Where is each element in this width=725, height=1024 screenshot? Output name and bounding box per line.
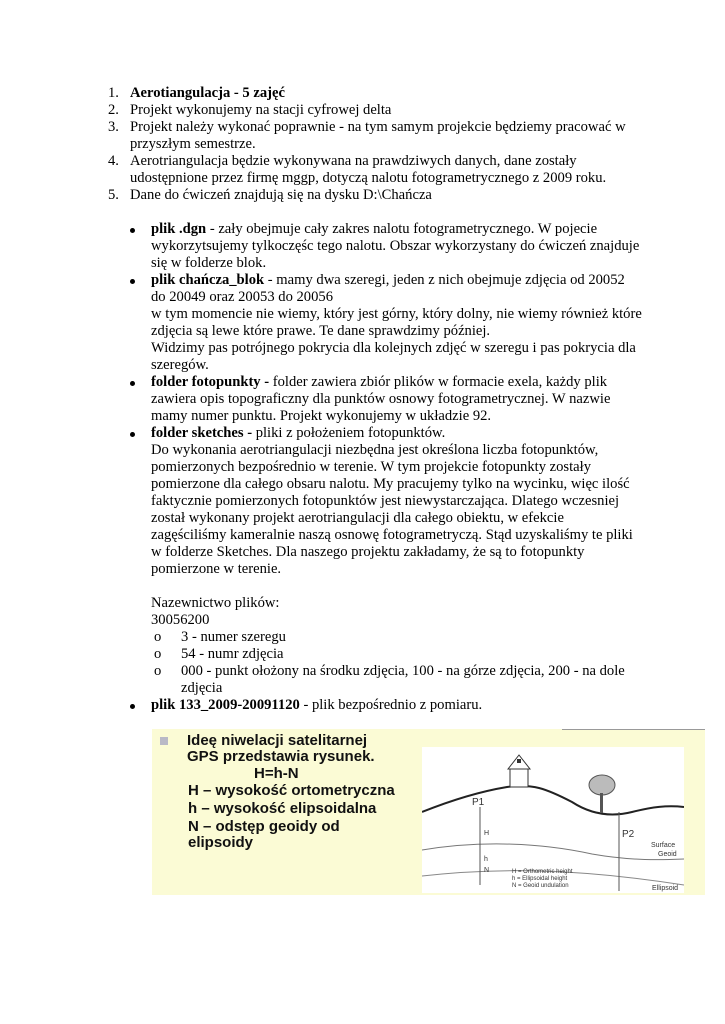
bullet-paragraph: Do wykonania aerotriangulacji niezbędna jest określona liczba fotopunktów, pomierzonych bezpośrednio w terenie. W tym projekcie fotopunkty zostały pomierzone dla całego obsaru nalotu. My pracujemy tylko na wycinku, więc ilość faktycznie pomierzonych fotopunktów jest niewystarczająca. Dlatego wczesniej został wykonany projekt aerotriangulacji dla całego obiektu, w efekcie zagęściliśmy kameralnie naszą osnowę fotogrametryczą. Stąd uzyskaliśmy te pliki w folderze Sketches. Dla naszego projektu zakładamy, że są to fotopunkty pomierzone w terenie. <box>151 442 633 577</box>
figure-formula: H=h-N <box>254 765 299 782</box>
tree-icon <box>589 775 615 813</box>
bullet-text: - mamy dwa szeregi, jeden z nich obejmuje zdjęcia od 20052 do 20049 oraz 20053 do 20056 <box>151 272 625 305</box>
list-item <box>108 119 648 153</box>
bullet-item-blok <box>130 272 642 374</box>
sub-item-text: 54 - numr zdjęcia <box>181 646 284 662</box>
bullet-title: folder fotopunkty - <box>151 374 270 390</box>
list-item <box>108 153 648 187</box>
n-label: N <box>484 867 490 874</box>
height-diagram-svg <box>422 747 684 893</box>
surface-label: Surface <box>651 842 676 849</box>
bullet-icon <box>130 279 135 284</box>
figure-line: N – odstęp geoidy od <box>188 818 340 835</box>
bullet-list <box>130 221 642 714</box>
list-item <box>108 85 648 102</box>
list-number: 4. <box>108 153 119 169</box>
figure-line: h – wysokość elipsoidalna <box>188 800 377 817</box>
ellipsoid-label: Ellipsoid <box>652 885 679 892</box>
list-item-text: Dane do ćwiczeń znajdują się na dysku D:\Chańcza <box>130 187 432 203</box>
bullet-item-fotopunkty <box>130 374 642 425</box>
figure-line: elipsoidy <box>188 834 254 851</box>
list-item-text: Aerotriangulacja będzie wykonywana na prawdziwych danych, dane zostały udostępnione przez firmę mggp, dotyczą nalotu fotogrametrycznego z 2009 roku. <box>130 153 607 186</box>
bullet-title: plik 133_2009-20091120 <box>151 697 300 713</box>
bullet-icon <box>130 381 135 386</box>
bullet-item-sketches <box>130 425 642 697</box>
bullet-text: pliki z położeniem fotopunktów. <box>252 425 446 441</box>
bullet-icon <box>130 228 135 233</box>
naming-sublist <box>151 629 642 697</box>
list-number: 1. <box>108 85 119 101</box>
list-number: 5. <box>108 187 119 203</box>
house-icon <box>508 755 530 787</box>
p2-label: P2 <box>622 829 635 840</box>
bullet-icon <box>130 704 135 709</box>
figure-line: GPS przedstawia rysunek. <box>187 748 375 765</box>
geoid-label: Geoid <box>658 851 677 858</box>
list-item-text: Projekt należy wykonać poprawnie - na tym samym projekcie będziemy pracować w przyszłym semestrze. <box>130 119 626 152</box>
height-diagram <box>422 747 684 893</box>
list-item <box>108 102 648 119</box>
sub-item-text: 000 - punkt ołożony na środku zdjęcia, 100 - na górze zdjęcia, 200 - na dole zdjęcia <box>181 663 625 696</box>
sub-item <box>151 646 642 663</box>
sub-item <box>151 629 642 646</box>
bullet-title: plik .dgn <box>151 221 207 237</box>
bullet-text: - zały obejmuje cały zakres nalotu fotogrametrycznego. W pojecie wykorzytsujemy tylkoczęśc tego nalotu. Obszar wykorzystany do ćwiczeń znajduje się w folderze blok. <box>151 221 640 271</box>
legend-line: h = Ellipsoidal height <box>512 876 568 882</box>
surface-line <box>422 786 684 815</box>
sub-item <box>151 663 642 697</box>
p1-label: P1 <box>472 797 485 808</box>
bullet-text: folder zawiera zbiór plików w formacie exela, każdy plik zawiera opis topograficzny dla punktów osnowy fotogrametrycznej. W nazwie mamy numer punktu. Projekt wykonujemy w układzie 92. <box>151 374 611 424</box>
list-number: 2. <box>108 102 119 118</box>
bullet-paragraph: w tym momencie nie wiemy, który jest górny, który dolny, nie wiemy również które zdjęcia są lewe które prawe. Te dane sprawdzimy później. <box>151 306 642 339</box>
list-number: 3. <box>108 119 119 135</box>
naming-label: Nazewnictwo plików: <box>151 595 280 611</box>
bullet-item-pomiar <box>130 697 642 714</box>
geoid-line <box>422 844 684 860</box>
bullet-title: folder sketches - <box>151 425 253 441</box>
list-item-bold: Aerotiangulacja - 5 zajęć <box>130 85 285 101</box>
naming-example: 30056200 <box>151 612 210 628</box>
figure-divider <box>562 729 705 730</box>
figure-line: Ideę niwelacji satelitarnej <box>187 732 368 749</box>
legend-line: H = Orthometric height <box>512 869 573 875</box>
figure-line: H – wysokość ortometryczna <box>188 782 395 799</box>
circle-bullet-icon: o <box>154 646 162 662</box>
bullet-text: - plik bezpośrednio z pomiaru. <box>299 697 483 713</box>
circle-bullet-icon: o <box>154 663 162 679</box>
spacer <box>151 578 642 595</box>
h-upper-label: H <box>484 830 490 837</box>
bullet-icon <box>130 432 135 437</box>
bullet-title: plik chańcza_blok <box>151 272 265 288</box>
list-item <box>108 187 648 204</box>
numbered-list <box>108 85 648 204</box>
gps-leveling-figure <box>152 729 705 895</box>
legend-line: N = Geoid undulation <box>512 883 569 889</box>
bullet-paragraph: Widzimy pas potrójnego pokrycia dla kolejnych zdjęć w szeregu i pas pokrycia dla szeregów. <box>151 340 636 373</box>
list-item-text: Projekt wykonujemy na stacji cyfrowej delta <box>130 102 392 118</box>
square-bullet-icon <box>160 737 168 745</box>
circle-bullet-icon: o <box>154 629 162 645</box>
sub-item-text: 3 - numer szeregu <box>181 629 286 645</box>
bullet-item-dgn <box>130 221 642 272</box>
h-lower-label: h <box>484 856 488 863</box>
